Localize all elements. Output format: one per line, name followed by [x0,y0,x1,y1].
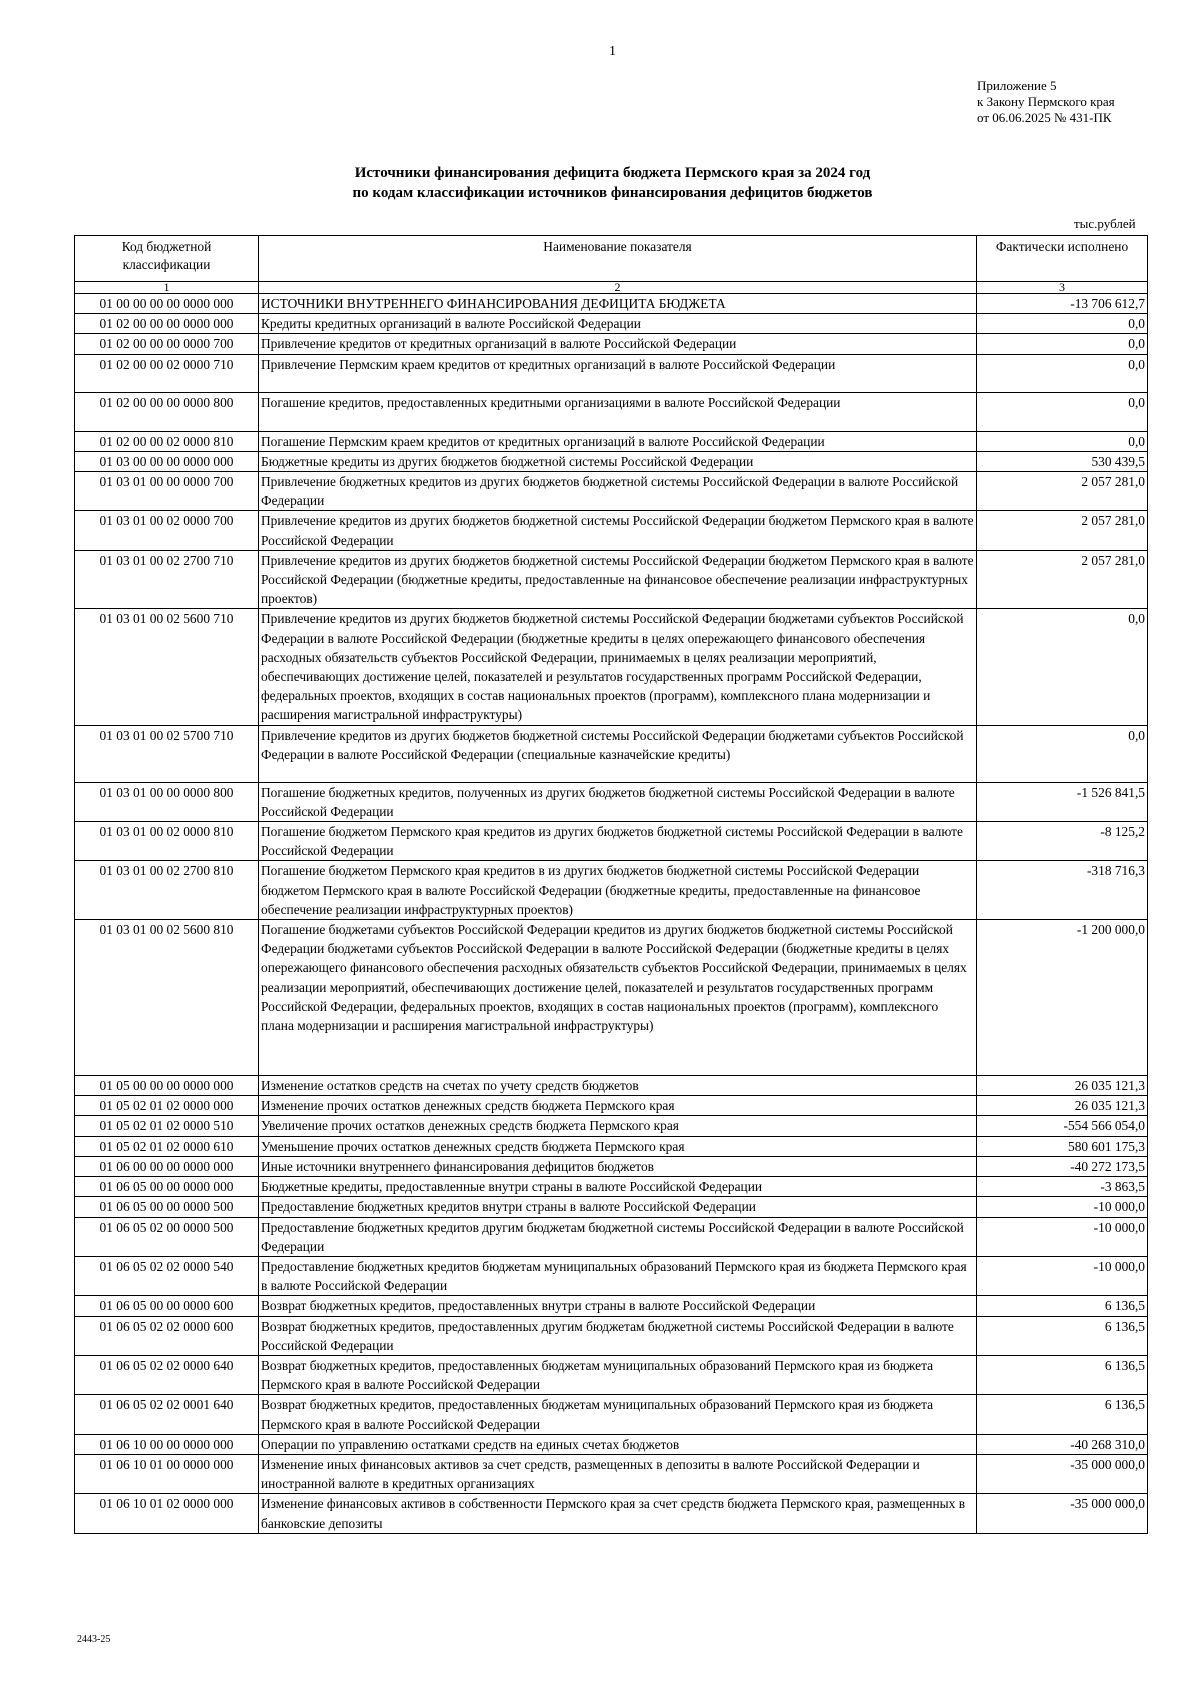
row-name: Возврат бюджетных кредитов, предоставленных бюджетам муниципальных образований Пермского края из бюджета Пермского края в валюте Российской Федерации [259,1395,977,1434]
column-number-row [75,282,1148,294]
table-row [75,392,1148,431]
row-value: 2 057 281,0 [977,472,1148,511]
table-row [75,1355,1148,1394]
page-number: 1 [609,44,616,59]
row-value: 0,0 [977,431,1148,451]
row-code: 01 02 00 00 00 0000 700 [75,334,259,354]
table-row [75,294,1148,314]
row-name: Привлечение кредитов из других бюджетов бюджетной системы Российской Федерации бюджетом Пермского края в валюте Российской Федерации [259,511,977,550]
row-value: -3 863,5 [977,1177,1148,1197]
table-row [75,354,1148,392]
table-row [75,1177,1148,1197]
row-code: 01 06 05 00 00 0000 500 [75,1197,259,1217]
row-value: 0,0 [977,725,1148,782]
appendix-line: от 06.06.2025 № 431-ПК [977,110,1112,125]
row-name: Иные источники внутреннего финансирования дефицитов бюджетов [259,1156,977,1176]
header-code: Код бюджетной классификации [75,236,259,282]
row-value: 6 136,5 [977,1316,1148,1355]
row-value: -10 000,0 [977,1197,1148,1217]
sources-table [74,235,1148,1534]
table-row [75,822,1148,861]
row-code: 01 00 00 00 00 0000 000 [75,294,259,314]
row-name: Возврат бюджетных кредитов, предоставленных другим бюджетам бюджетной системы Российской Федерации в валюте Российской Федерации [259,1316,977,1355]
row-value: -13 706 612,7 [977,294,1148,314]
row-value: 2 057 281,0 [977,550,1148,609]
table-row [75,782,1148,821]
table-row [75,1197,1148,1217]
row-code: 01 05 02 01 02 0000 610 [75,1136,259,1156]
table-row [75,1434,1148,1454]
row-value: -1 526 841,5 [977,782,1148,821]
row-value: 6 136,5 [977,1296,1148,1316]
table-row [75,1076,1148,1096]
table-header-row [75,236,1148,282]
table-row [75,1256,1148,1295]
row-value: -8 125,2 [977,822,1148,861]
table-row [75,1156,1148,1176]
row-code: 01 06 05 02 00 0000 500 [75,1217,259,1256]
row-code: 01 03 01 00 02 2700 710 [75,550,259,609]
table-row [75,472,1148,511]
table-row [75,1116,1148,1136]
footer-code: 2443-25 [77,1634,111,1645]
table-row [75,431,1148,451]
title-line: Источники финансирования дефицита бюджета Пермского края за 2024 год [354,165,871,181]
row-name: Предоставление бюджетных кредитов внутри страны в валюте Российской Федерации [259,1197,977,1217]
title-line: по кодам классификации источников финансирования дефицитов бюджетов [352,185,873,201]
row-name: Погашение бюджетом Пермского края кредитов из других бюджетов бюджетной системы Российской Федерации в валюте Российской Федерации [259,822,977,861]
row-name: Привлечение кредитов от кредитных организаций в валюте Российской Федерации [259,334,977,354]
table-row [75,920,1148,1076]
row-code: 01 02 00 00 02 0000 810 [75,431,259,451]
appendix-line: Приложение 5 [977,78,1057,93]
row-code: 01 05 02 01 02 0000 510 [75,1116,259,1136]
row-code: 01 06 10 00 00 0000 000 [75,1434,259,1454]
row-code: 01 03 01 00 02 2700 810 [75,861,259,920]
table-row [75,1316,1148,1355]
units-label: тыс.рублей [1074,216,1136,231]
row-value: 26 035 121,3 [977,1076,1148,1096]
row-value: 26 035 121,3 [977,1096,1148,1116]
table-row [75,725,1148,782]
row-name: Бюджетные кредиты, предоставленные внутри страны в валюте Российской Федерации [259,1177,977,1197]
row-code: 01 06 05 00 00 0000 600 [75,1296,259,1316]
row-value: 580 601 175,3 [977,1136,1148,1156]
row-name: Погашение бюджетом Пермского края кредитов в из других бюджетов бюджетной системы Российской Федерации бюджетом Пермского края в валюте Российской Федерации (бюджетные кредиты, предоставленные на финансовое обеспечение реализации инфраструктурных проектов) [259,861,977,920]
row-code: 01 03 01 00 02 0000 810 [75,822,259,861]
row-value: 2 057 281,0 [977,511,1148,550]
table-row [75,1096,1148,1116]
row-value: 0,0 [977,609,1148,725]
row-value: -10 000,0 [977,1256,1148,1295]
row-value: 0,0 [977,314,1148,334]
table-row [75,511,1148,550]
table-row [75,1136,1148,1156]
row-code: 01 06 00 00 00 0000 000 [75,1156,259,1176]
row-code: 01 03 01 00 00 0000 700 [75,472,259,511]
column-number: 2 [259,282,977,294]
row-name: ИСТОЧНИКИ ВНУТРЕННЕГО ФИНАНСИРОВАНИЯ ДЕФИЦИТА БЮДЖЕТА [259,294,977,314]
row-name: Уменьшение прочих остатков денежных средств бюджета Пермского края [259,1136,977,1156]
appendix-line: к Закону Пермского края [977,94,1115,109]
row-code: 01 03 01 00 00 0000 800 [75,782,259,821]
row-value: 6 136,5 [977,1395,1148,1434]
table-row [75,1217,1148,1256]
row-code: 01 05 02 01 02 0000 000 [75,1096,259,1116]
row-value: 530 439,5 [977,451,1148,471]
row-value: -35 000 000,0 [977,1454,1148,1493]
row-name: Кредиты кредитных организаций в валюте Российской Федерации [259,314,977,334]
row-value: -40 268 310,0 [977,1434,1148,1454]
row-code: 01 06 10 01 02 0000 000 [75,1494,259,1533]
row-name: Операции по управлению остатками средств на единых счетах бюджетов [259,1434,977,1454]
row-name: Предоставление бюджетных кредитов другим бюджетам бюджетной системы Российской Федерации в валюте Российской Федерации [259,1217,977,1256]
header-value: Фактически исполнено [977,236,1148,282]
row-name: Привлечение кредитов из других бюджетов бюджетной системы Российской Федерации бюджетами субъектов Российской Федерации в валюте Российской Федерации (бюджетные кредиты в целях опережающего финансового обеспечения расходных обязательств субъектов Российской Федерации, принимаемых в целях реализации мероприятий, обеспечивающих достижение целей, показателей и результатов государственных программ Российской Федерации, федеральных проектов, входящих в состав национальных проектов (программ), комплексного плана модернизации и расширения магистральной инфраструктуры) [259,609,977,725]
row-name: Изменение финансовых активов в собственности Пермского края за счет средств бюджета Пермского края, размещенных в банковские депозиты [259,1494,977,1533]
row-code: 01 06 05 02 02 0001 640 [75,1395,259,1434]
row-name: Привлечение кредитов из других бюджетов бюджетной системы Российской Федерации бюджетами субъектов Российской Федерации в валюте Российской Федерации (специальные казначейские кредиты) [259,725,977,782]
row-code: 01 02 00 00 00 0000 800 [75,392,259,431]
table-row [75,550,1148,609]
header-name: Наименование показателя [259,236,977,282]
row-value: 0,0 [977,392,1148,431]
row-value: -554 566 054,0 [977,1116,1148,1136]
row-value: -10 000,0 [977,1217,1148,1256]
row-name: Погашение кредитов, предоставленных кредитными организациями в валюте Российской Федерации [259,392,977,431]
document-title [0,163,1200,203]
row-name: Изменение прочих остатков денежных средств бюджета Пермского края [259,1096,977,1116]
row-name: Привлечение бюджетных кредитов из других бюджетов бюджетной системы Российской Федерации в валюте Российской Федерации [259,472,977,511]
table-row [75,861,1148,920]
row-value: 6 136,5 [977,1355,1148,1394]
row-value: 0,0 [977,334,1148,354]
row-code: 01 03 01 00 02 0000 700 [75,511,259,550]
row-code: 01 03 01 00 02 5600 710 [75,609,259,725]
row-value: 0,0 [977,354,1148,392]
table-row [75,1296,1148,1316]
row-value: -318 716,3 [977,861,1148,920]
row-name: Погашение бюджетами субъектов Российской Федерации кредитов из других бюджетов бюджетной системы Российской Федерации бюджетами субъектов Российской Федерации в валюте Российской Федерации (бюджетные кредиты в целях опережающего финансового обеспечения расходных обязательств субъектов Российской Федерации, принимаемых в целях реализации мероприятий, обеспечивающих достижение целей, показателей и результатов государственных программ Российской Федерации, федеральных проектов, входящих в состав национальных проектов (программ), комплексного плана модернизации и расширения магистральной инфраструктуры) [259,920,977,1076]
row-name: Увеличение прочих остатков денежных средств бюджета Пермского края [259,1116,977,1136]
row-value: -1 200 000,0 [977,920,1148,1076]
table-row [75,1454,1148,1493]
column-number: 3 [977,282,1148,294]
row-value: -40 272 173,5 [977,1156,1148,1176]
row-name: Погашение бюджетных кредитов, полученных из других бюджетов бюджетной системы Российской Федерации в валюте Российской Федерации [259,782,977,821]
row-code: 01 05 00 00 00 0000 000 [75,1076,259,1096]
table-row [75,609,1148,725]
row-code: 01 06 05 02 02 0000 640 [75,1355,259,1394]
row-code: 01 06 10 01 00 0000 000 [75,1454,259,1493]
table-body [75,294,1148,1534]
row-code: 01 06 05 00 00 0000 000 [75,1177,259,1197]
table-row [75,334,1148,354]
row-name: Возврат бюджетных кредитов, предоставленных бюджетам муниципальных образований Пермского края из бюджета Пермского края в валюте Российской Федерации [259,1355,977,1394]
row-code: 01 06 05 02 02 0000 540 [75,1256,259,1295]
table-row [75,1395,1148,1434]
row-code: 01 03 01 00 02 5700 710 [75,725,259,782]
table-row [75,451,1148,471]
row-code: 01 03 00 00 00 0000 000 [75,451,259,471]
row-code: 01 03 01 00 02 5600 810 [75,920,259,1076]
column-number: 1 [75,282,259,294]
table-row [75,1494,1148,1533]
table-row [75,314,1148,334]
appendix-reference [977,78,1115,126]
row-name: Изменение иных финансовых активов за счет средств, размещенных в депозиты в валюте Российской Федерации и иностранной валюте в кредитных организациях [259,1454,977,1493]
row-code: 01 02 00 00 00 0000 000 [75,314,259,334]
row-name: Возврат бюджетных кредитов, предоставленных внутри страны в валюте Российской Федерации [259,1296,977,1316]
row-code: 01 02 00 00 02 0000 710 [75,354,259,392]
row-name: Изменение остатков средств на счетах по учету средств бюджетов [259,1076,977,1096]
row-code: 01 06 05 02 02 0000 600 [75,1316,259,1355]
row-name: Погашение Пермским краем кредитов от кредитных организаций в валюте Российской Федерации [259,431,977,451]
row-name: Привлечение Пермским краем кредитов от кредитных организаций в валюте Российской Федерации [259,354,977,392]
row-value: -35 000 000,0 [977,1494,1148,1533]
row-name: Предоставление бюджетных кредитов бюджетам муниципальных образований Пермского края из бюджета Пермского края в валюте Российской Федерации [259,1256,977,1295]
row-name: Бюджетные кредиты из других бюджетов бюджетной системы Российской Федерации [259,451,977,471]
row-name: Привлечение кредитов из других бюджетов бюджетной системы Российской Федерации бюджетом Пермского края в валюте Российской Федерации (бюджетные кредиты, предоставленные на финансовое обеспечение реализации инфраструктурных проектов) [259,550,977,609]
